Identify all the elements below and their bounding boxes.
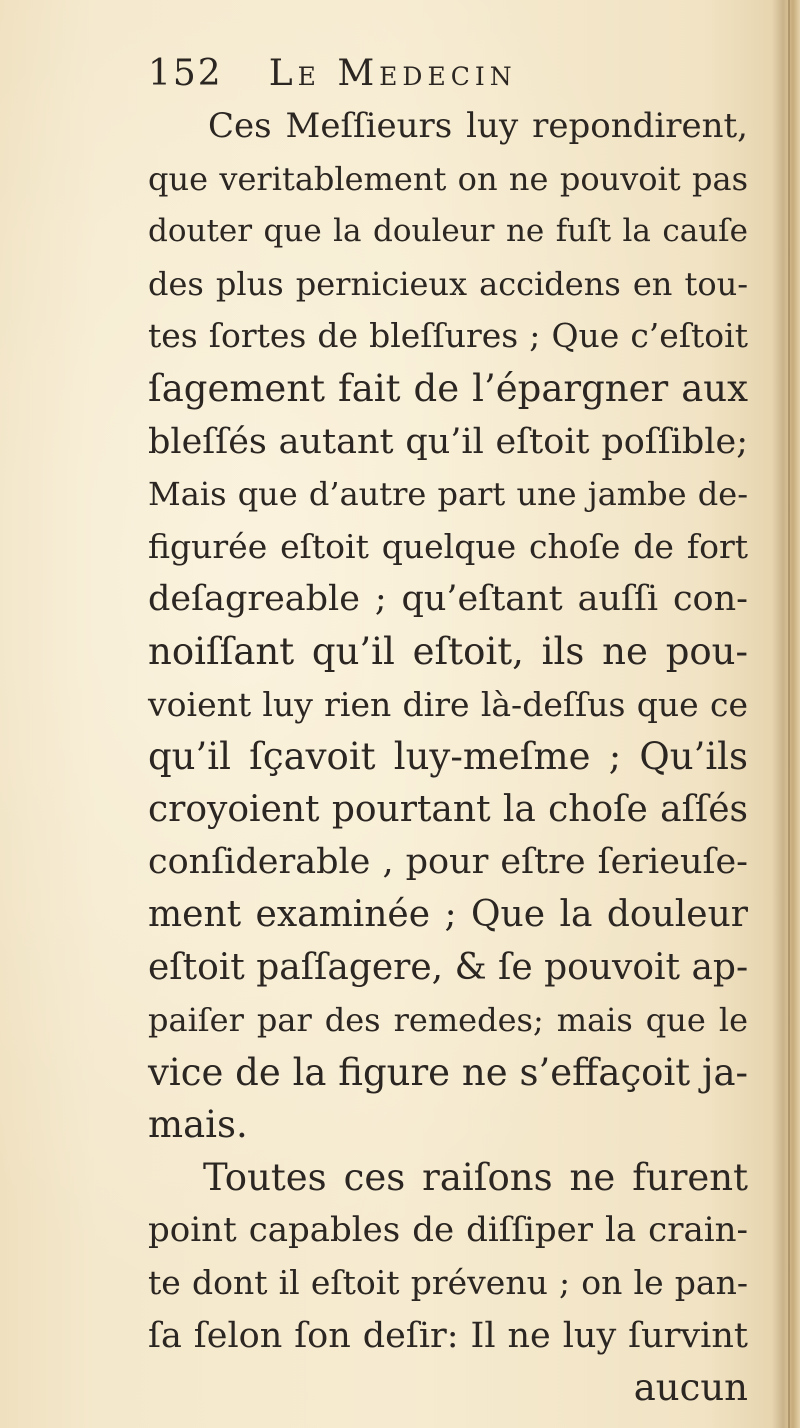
text-line: mais. bbox=[148, 1103, 248, 1147]
text-line: voient luy rien dire là-deſſus que ce bbox=[148, 684, 748, 724]
text-line: te dont il eſtoit prévenu ; on le pan- bbox=[148, 1263, 748, 1303]
text-line: bleſſés autant qu’il eſtoit poſſible; bbox=[148, 421, 748, 462]
text-line: Ces Meſſieurs luy repondirent, bbox=[208, 106, 748, 146]
text-line: croyoient pourtant la choſe aſſés bbox=[148, 788, 748, 830]
binding-line bbox=[788, 0, 790, 1428]
text-line: ſa ſelon ſon deſir: Il ne luy ſurvint bbox=[148, 1315, 748, 1356]
text-line: vice de la figure ne s’effaçoit ja- bbox=[148, 1050, 748, 1094]
body-text bbox=[148, 100, 748, 1415]
text-line: paiſer par des remedes; mais que le bbox=[148, 1001, 748, 1040]
text-line: qu’il ſçavoit luy-meſme ; Qu’ils bbox=[148, 735, 748, 779]
running-title: Le Medecin bbox=[268, 53, 517, 94]
text-line: Mais que d’autre part une jambe de- bbox=[148, 475, 748, 514]
page-number: 152 bbox=[148, 53, 223, 94]
text-line: ſagement fait de l’épargner aux bbox=[148, 366, 748, 410]
text-line: noiſſant qu’il eſtoit, ils ne pou- bbox=[148, 629, 748, 673]
text-line: douter que la douleur ne fuſt la cauſe bbox=[148, 213, 748, 250]
text-line: eſtoit paſſagere, & ſe pouvoit ap- bbox=[148, 946, 749, 988]
text-line: ment examinée ; Que la douleur bbox=[148, 893, 748, 935]
text-line: des plus pernicieux accidens en tou- bbox=[148, 264, 748, 303]
running-header bbox=[148, 48, 648, 100]
text-line: tes ſortes de bleſſures ; Que c’eſtoit bbox=[148, 316, 748, 356]
page-edge bbox=[772, 0, 800, 1428]
catchword: aucun bbox=[633, 1366, 748, 1410]
text-line: que veritablement on ne pouvoit pas bbox=[148, 159, 748, 198]
text-line: figurée eſtoit quelque choſe de fort bbox=[148, 526, 748, 566]
text-line: point capables de diſſiper la crain- bbox=[148, 1210, 748, 1251]
text-line: conſiderable , pour eſtre ſerieuſe- bbox=[148, 842, 748, 883]
text-line: deſagreable ; qu’eſtant auſſi con- bbox=[148, 579, 748, 620]
text-line: Toutes ces raiſons ne furent bbox=[203, 1155, 748, 1199]
